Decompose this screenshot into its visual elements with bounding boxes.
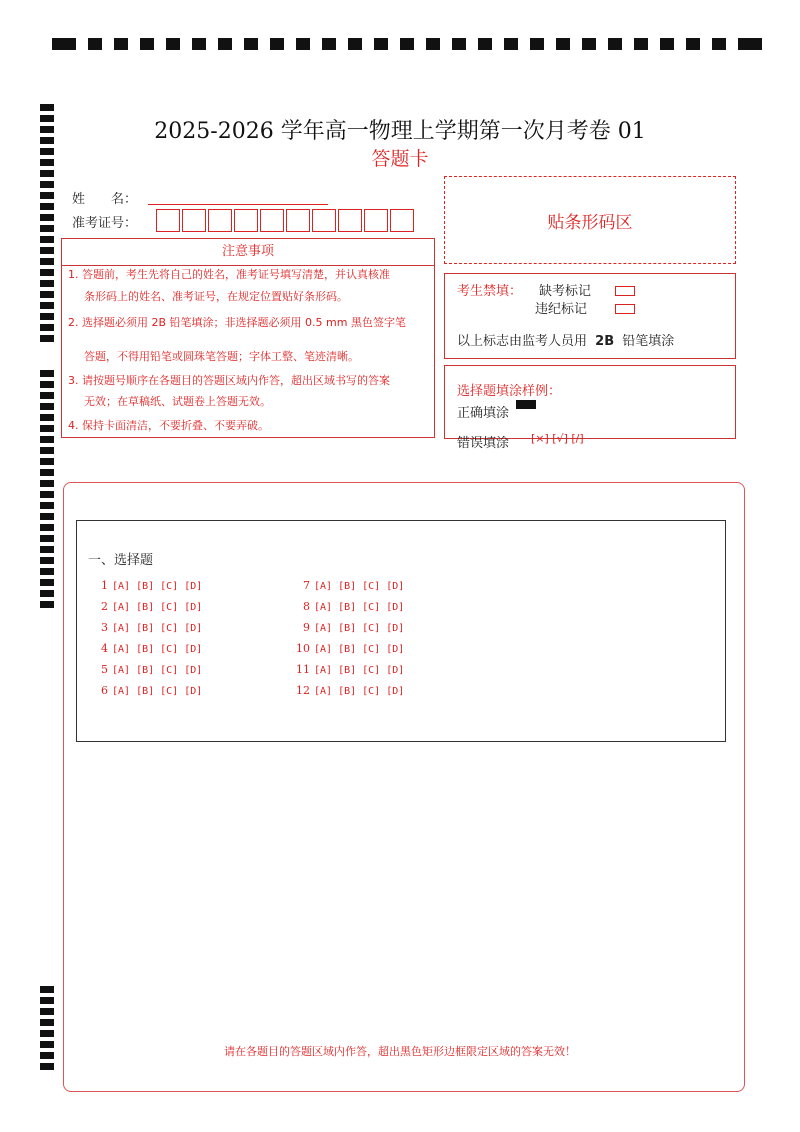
timing-mark (478, 38, 492, 50)
timing-mark (40, 414, 54, 421)
answer-option[interactable]: [A] (314, 623, 333, 634)
answer-option[interactable]: [B] (136, 623, 155, 634)
answer-option[interactable]: [B] (136, 602, 155, 613)
notice-item: 答题，不得用铅笔或圆珠笔答题；字体工整、笔迹清晰。 (84, 350, 359, 363)
exam-number-digit-box[interactable] (390, 209, 414, 232)
timing-mark (660, 38, 674, 50)
notice-item: 无效；在草稿纸、试题卷上答题无效。 (84, 395, 271, 408)
answer-option[interactable]: [B] (338, 623, 357, 634)
timing-mark (114, 38, 128, 50)
exam-number-digit-box[interactable] (234, 209, 258, 232)
forbid-note-bold: 2B (595, 334, 615, 349)
notice-box (61, 238, 435, 438)
page-title: 2025-2026 学年高一物理上学期第一次月考卷 01 (154, 119, 646, 144)
question-number: 10 (296, 642, 310, 655)
notice-item: 4. 保持卡面清洁，不要折叠、不要弄破。 (68, 419, 269, 432)
timing-mark (40, 302, 54, 309)
timing-mark (40, 335, 54, 342)
answer-option[interactable]: [D] (184, 686, 203, 697)
timing-mark (40, 1063, 54, 1070)
exam-number-digit-box[interactable] (338, 209, 362, 232)
answer-option[interactable]: [D] (386, 602, 405, 613)
timing-mark (40, 203, 54, 210)
question-number: 6 (101, 684, 108, 697)
answer-option[interactable]: [D] (184, 602, 203, 613)
exam-number-digit-box[interactable] (208, 209, 232, 232)
answer-option[interactable]: [B] (338, 602, 357, 613)
answer-option[interactable]: [C] (362, 686, 381, 697)
answer-option[interactable]: [A] (112, 686, 131, 697)
exam-number-digit-box[interactable] (182, 209, 206, 232)
timing-mark (40, 1030, 54, 1037)
timing-mark (40, 568, 54, 575)
violation-mark-box[interactable] (615, 304, 635, 314)
timing-mark (40, 458, 54, 465)
timing-mark (556, 38, 570, 50)
answer-option[interactable]: [A] (314, 644, 333, 655)
timing-mark (40, 269, 54, 276)
timing-mark (166, 38, 180, 50)
answer-option[interactable]: [B] (136, 644, 155, 655)
notice-item: 3. 请按题号顺序在各题目的答题区域内作答，超出区域书写的答案 (68, 374, 390, 387)
timing-mark (40, 247, 54, 254)
exam-number-label: 准考证号： (72, 216, 138, 231)
timing-mark (40, 392, 54, 399)
timing-mark (40, 280, 54, 287)
answer-option[interactable]: [B] (338, 665, 357, 676)
sample-title: 选择题填涂样例： (457, 384, 562, 399)
timing-mark (40, 436, 54, 443)
fill-sample-box (444, 365, 736, 451)
correct-fill-label: 正确填涂 (457, 406, 510, 421)
timing-mark (40, 579, 54, 586)
name-field[interactable] (148, 204, 328, 205)
answer-option[interactable]: [C] (362, 644, 381, 655)
timing-mark (40, 590, 54, 597)
question-row (296, 621, 410, 634)
notice-item: 1. 答题前，考生先将自己的姓名，准考证号填写清楚，并认真核准 (68, 268, 390, 281)
timing-mark (40, 313, 54, 320)
answer-option[interactable]: [C] (362, 623, 381, 634)
timing-mark (426, 38, 440, 50)
answer-option[interactable]: [A] (112, 623, 131, 634)
answer-option[interactable]: [D] (184, 644, 203, 655)
timing-mark (40, 447, 54, 454)
proctor-fill-box (444, 273, 736, 359)
question-number: 11 (296, 663, 310, 676)
answer-option[interactable]: [D] (386, 665, 405, 676)
timing-mark (608, 38, 622, 50)
answer-option[interactable]: [C] (160, 602, 179, 613)
timing-mark (296, 38, 310, 50)
question-number: 4 (101, 642, 108, 655)
answer-option[interactable]: [C] (362, 581, 381, 592)
answer-option[interactable]: [C] (160, 686, 179, 697)
answer-option[interactable]: [B] (338, 644, 357, 655)
timing-mark (40, 535, 54, 542)
answer-option[interactable]: [D] (184, 623, 203, 634)
timing-mark (218, 38, 232, 50)
exam-number-digit-box[interactable] (364, 209, 388, 232)
answer-option[interactable]: [C] (362, 602, 381, 613)
timing-mark (40, 181, 54, 188)
page-subtitle: 答题卡 (371, 148, 429, 170)
barcode-area (444, 176, 736, 264)
timing-mark (40, 170, 54, 177)
timing-mark (244, 38, 258, 50)
timing-mark (40, 513, 54, 520)
exam-number-digit-box[interactable] (260, 209, 284, 232)
question-number: 2 (101, 600, 108, 613)
question-row (296, 663, 410, 676)
answer-option[interactable]: [A] (314, 665, 333, 676)
absent-mark-box[interactable] (615, 286, 635, 296)
wrong-fill-label: 错误填涂 (457, 436, 510, 451)
timing-mark (504, 38, 518, 50)
question-row (296, 684, 410, 697)
answer-option[interactable]: [A] (112, 581, 131, 592)
timing-mark (40, 324, 54, 331)
answer-option[interactable]: [D] (386, 644, 405, 655)
answer-option[interactable]: [C] (160, 623, 179, 634)
answer-option[interactable]: [A] (112, 644, 131, 655)
timing-mark (712, 38, 726, 50)
timing-mark (530, 38, 544, 50)
notice-item: 2. 选择题必须用 2B 铅笔填涂；非选择题必须用 0.5 mm 黑色签字笔 (68, 316, 406, 329)
timing-mark (40, 997, 54, 1004)
answer-option[interactable]: [D] (386, 686, 405, 697)
answer-option[interactable]: [A] (314, 602, 333, 613)
answer-option[interactable]: [D] (386, 581, 405, 592)
answer-option[interactable]: [D] (386, 623, 405, 634)
answer-option[interactable]: [C] (362, 665, 381, 676)
timing-mark (634, 38, 648, 50)
absent-label: 缺考标记 (539, 284, 592, 299)
timing-mark (40, 1008, 54, 1015)
barcode-label: 贴条形码区 (547, 212, 633, 233)
timing-mark (348, 38, 362, 50)
question-row (94, 600, 208, 613)
top-timing-marks (52, 38, 754, 52)
answer-option[interactable]: [A] (314, 581, 333, 592)
timing-mark (88, 38, 102, 50)
timing-mark (452, 38, 466, 50)
timing-mark (738, 38, 762, 50)
timing-mark (40, 601, 54, 608)
timing-mark (686, 38, 700, 50)
timing-mark (40, 214, 54, 221)
correct-fill-mark (516, 400, 536, 409)
timing-mark (40, 986, 54, 993)
timing-mark (40, 502, 54, 509)
exam-number-boxes[interactable] (156, 209, 416, 232)
timing-mark (40, 469, 54, 476)
timing-mark (40, 524, 54, 531)
answer-option[interactable]: [C] (160, 644, 179, 655)
timing-mark (40, 225, 54, 232)
section-heading: 一、选择题 (88, 553, 154, 568)
answer-option[interactable]: [B] (136, 665, 155, 676)
name-label: 姓 名： (72, 192, 138, 207)
timing-mark (322, 38, 336, 50)
answer-option[interactable]: [C] (160, 581, 179, 592)
exam-number-digit-box[interactable] (156, 209, 180, 232)
timing-mark (40, 403, 54, 410)
wrong-fill-marks: [×] [√] [/] (531, 432, 584, 445)
question-row (94, 579, 208, 592)
question-number: 7 (303, 579, 310, 592)
timing-mark (40, 370, 54, 377)
answer-option[interactable]: [B] (136, 581, 155, 592)
timing-mark (40, 192, 54, 199)
timing-mark (400, 38, 414, 50)
answer-option[interactable]: [C] (160, 665, 179, 676)
violation-label: 违纪标记 (535, 302, 588, 317)
question-number: 9 (303, 621, 310, 634)
answer-option[interactable]: [B] (338, 581, 357, 592)
answer-option[interactable]: [B] (136, 686, 155, 697)
question-row (94, 642, 208, 655)
answer-option[interactable]: [D] (184, 665, 203, 676)
forbid-note-pre: 以上标志由监考人员用 (457, 334, 588, 349)
forbid-label: 考生禁填： (457, 284, 523, 299)
answer-option[interactable]: [D] (184, 581, 203, 592)
timing-mark (52, 38, 76, 50)
timing-mark (40, 546, 54, 553)
forbid-note-post: 铅笔填涂 (622, 334, 675, 349)
timing-mark (40, 381, 54, 388)
question-number: 3 (101, 621, 108, 634)
question-number: 5 (101, 663, 108, 676)
timing-mark (270, 38, 284, 50)
timing-mark (40, 425, 54, 432)
timing-mark (40, 291, 54, 298)
question-number: 12 (296, 684, 310, 697)
question-number: 1 (101, 579, 108, 592)
answer-option[interactable]: [A] (112, 665, 131, 676)
answer-option[interactable]: [B] (338, 686, 357, 697)
timing-mark (40, 104, 54, 111)
answer-option[interactable]: [A] (314, 686, 333, 697)
timing-mark (40, 491, 54, 498)
footer-note: 请在各题目的答题区域内作答，超出黑色矩形边框限定区域的答案无效！ (224, 1045, 576, 1058)
question-number: 8 (303, 600, 310, 613)
question-row (94, 663, 208, 676)
timing-mark (192, 38, 206, 50)
question-row (296, 642, 410, 655)
timing-mark (140, 38, 154, 50)
exam-number-digit-box[interactable] (312, 209, 336, 232)
answer-option[interactable]: [A] (112, 602, 131, 613)
exam-number-digit-box[interactable] (286, 209, 310, 232)
timing-mark (40, 236, 54, 243)
timing-mark (40, 1019, 54, 1026)
forbid-note (457, 330, 674, 349)
question-row (296, 579, 410, 592)
timing-mark (40, 557, 54, 564)
question-row (296, 600, 410, 613)
notice-title: 注意事项 (62, 239, 434, 266)
timing-mark (374, 38, 388, 50)
timing-mark (40, 480, 54, 487)
question-row (94, 621, 208, 634)
timing-mark (582, 38, 596, 50)
timing-mark (40, 258, 54, 265)
question-row (94, 684, 208, 697)
notice-item: 条形码上的姓名、准考证号，在规定位置贴好条形码。 (84, 290, 348, 303)
